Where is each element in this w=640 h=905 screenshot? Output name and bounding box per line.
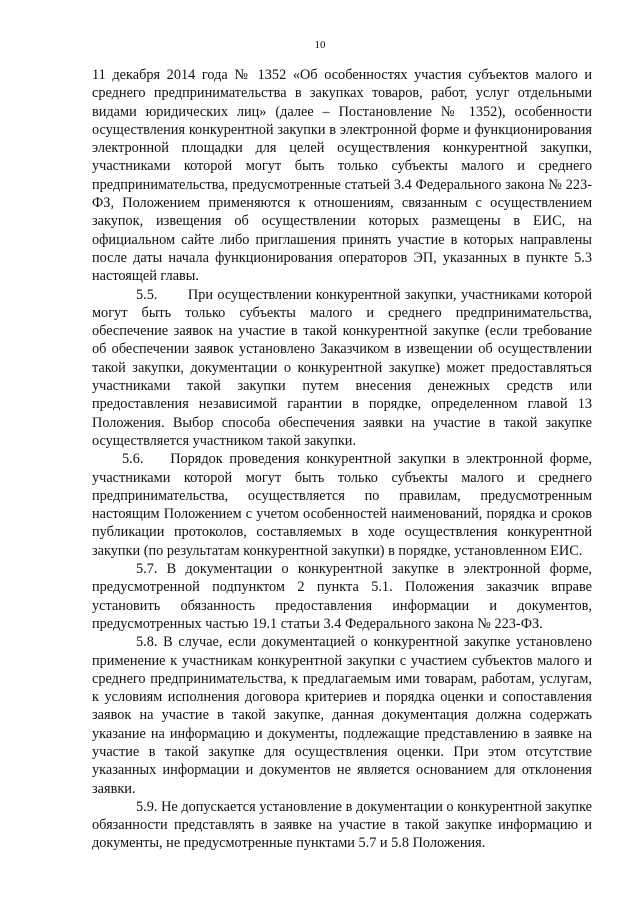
paragraph-continuation [92, 66, 592, 286]
paragraph-5-8 [92, 633, 592, 798]
paragraph-text: 11 декабря 2014 года № 1352 «Об особенностях участия субъектов малого и среднего предпринимательства в закупках товаров, работ, услуг отдельными видами юридических лиц» (далее – Постановление № 1352), особенности осуществления конкурентной закупки в электронной форме и функционирования электронной площадки для целей осуществления конкурентной закупки, участниками которой могут быть только субъекты малого и среднего предпринимательства, предусмотренные статьей 3.4 Федерального закона № 223-ФЗ, Положением применяются к отношениям, связанным с осуществлением закупок, извещения об осуществлении которых размещены в ЕИС, на официальном сайте либо приглашения принять участие в которых направлены после даты начала функционирования операторов ЭП, указанных в пункте 5.3 настоящей главы. [92, 67, 592, 285]
paragraph-number: 5.5. [136, 286, 158, 303]
paragraph-5-6 [92, 450, 592, 560]
paragraph-text: Не допускается установление в документации о конкурентной закупке обязанности представлять в заявке на участие в такой закупке информацию и документы, не предусмотренные пунктами 5.7 и 5.8 Положения. [92, 798, 593, 852]
document-body [92, 66, 592, 853]
paragraph-number: 5.8. [136, 634, 158, 651]
paragraph-number: 5.6. [122, 451, 144, 468]
paragraph-number: 5.9. [136, 798, 158, 815]
page-number: 10 [314, 39, 326, 51]
paragraph-text: Порядок проведения конкурентной закупки в электронной форме, участниками которой могут быть только субъекты малого и среднего предпринимательства, осуществляется по правилам, предусмотренным настоящим Положением с учетом особенностей наименований, порядка и сроков публикации протоколов, составляемых в ходе осуществления конкурентной закупки (по результатам конкурентной закупки) в порядке, установленном ЕИС. [92, 451, 593, 559]
paragraph-text: В случае, если документацией о конкурентной закупке установлено применение к участникам конкурентной закупки с участием субъектов малого и среднего предпринимательства, к предлагаемым ими товарам, работам, услугам, к условиям исполнения договора критериев и порядка оценки и сопоставления заявок на участие в такой закупке, данная документация должна содержать указание на информацию и документы, подлежащие представлению в заявке на участие в такой закупке для осуществления оценки. При этом отсутствие указанных информации и документов не является основанием для отклонения заявки. [92, 634, 592, 797]
paragraph-number: 5.7. [136, 561, 158, 578]
paragraph-text: При осуществлении конкурентной закупки, участниками которой могут быть только субъекты малого и среднего предпринимательства, обеспечение заявок на участие в такой конкурентной закупке (если требование об обеспечении заявок установлено Заказчиком в извещении об осуществлении такой закупки, документации о конкурентной закупке) может предоставляться участниками такой закупки путем внесения денежных средств или предоставления независимой гарантии в порядке, определенном главой 13 Положения. Выбор способа обеспечения заявки на участие в такой закупке осуществляется участником такой закупки. [92, 286, 592, 449]
paragraph-5-5 [92, 286, 592, 451]
paragraph-text: В документации о конкурентной закупке в электронной форме, предусмотренной подпунктом 2 пункта 5.1. Положения заказчик вправе установить обязанность предоставления информации и документов, предусмотренных частью 19.1 статьи 3.4 Федерального закона № 223-ФЗ. [92, 561, 592, 632]
paragraph-5-7 [92, 560, 592, 633]
paragraph-5-9 [92, 798, 592, 853]
